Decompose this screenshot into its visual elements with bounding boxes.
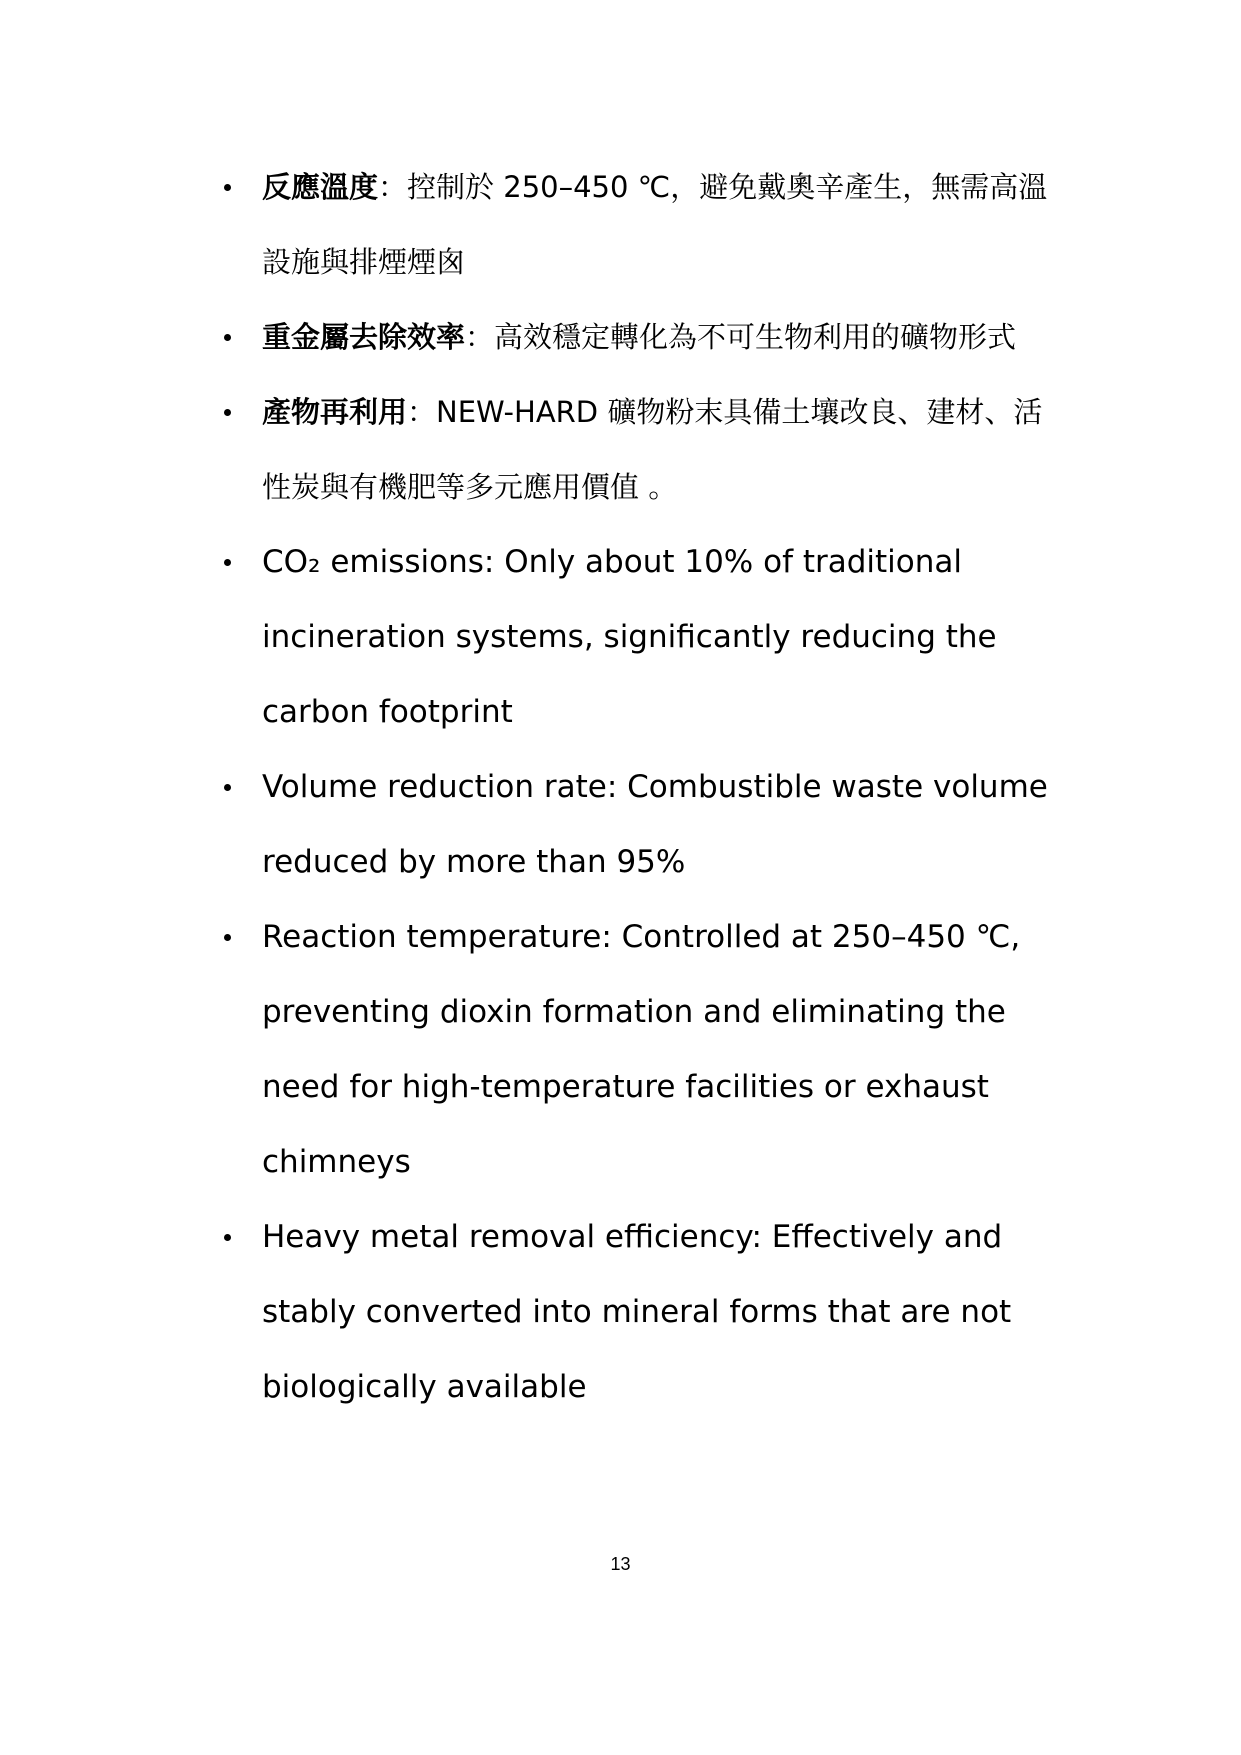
bullet-icon <box>224 1234 231 1241</box>
list-item <box>0 1200 1052 1425</box>
item-separator: ： <box>407 395 437 429</box>
bullet-list <box>0 150 1241 1425</box>
item-separator: ： <box>465 320 495 354</box>
item-text: Reaction temperature: Controlled at 250–450 ℃, preventing dioxin formation and eliminating the need for high-temperature facilities or exhaust chimneys <box>262 919 1021 1180</box>
bullet-icon <box>224 559 231 566</box>
item-term: 反應溫度 <box>262 170 379 204</box>
item-term: 產物再利用 <box>262 395 408 429</box>
list-item <box>0 900 1052 1200</box>
list-item <box>0 525 1052 750</box>
bullet-icon <box>224 334 231 341</box>
bullet-icon <box>224 934 231 941</box>
item-text: CO₂ emissions: Only about 10% of traditional incineration systems, significantly reducing the carbon footprint <box>262 544 997 730</box>
list-item <box>0 300 1052 375</box>
item-text: Volume reduction rate: Combustible waste volume reduced by more than 95% <box>262 769 1048 880</box>
bullet-icon <box>224 409 231 416</box>
bullet-icon <box>224 184 231 191</box>
item-text: NEW-HARD 礦物粉末具備土壤改良、建材、活性炭與有機肥等多元應用價值 。 <box>262 395 1043 504</box>
item-text: 高效穩定轉化為不可生物利用的礦物形式 <box>494 320 1017 354</box>
bullet-icon <box>224 784 231 791</box>
item-separator: ： <box>378 170 408 204</box>
page-number: 13 <box>610 1554 631 1574</box>
list-item <box>0 375 1052 525</box>
item-term: 重金屬去除效率 <box>262 320 466 354</box>
item-text: 控制於 250–450 ℃，避免戴奧辛產生，無需高溫設施與排煙煙囪 <box>262 170 1048 279</box>
list-item <box>0 150 1052 300</box>
item-text: Heavy metal removal efficiency: Effectively and stably converted into mineral forms that are not biologically available <box>262 1219 1012 1405</box>
list-item <box>0 750 1052 900</box>
